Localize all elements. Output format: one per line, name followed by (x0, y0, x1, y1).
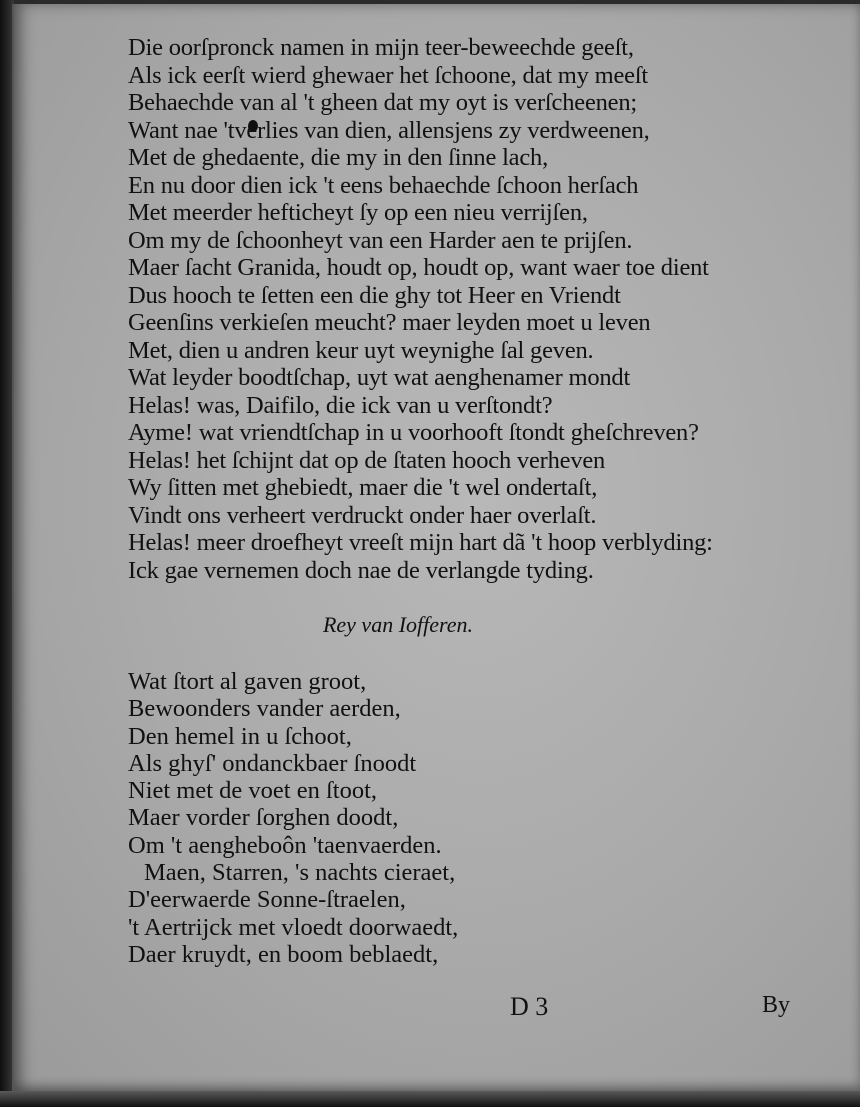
verse-line: Om my de ſchoonheyt van een Harder aen te prijſen. (128, 226, 633, 254)
page-bottom-edge (0, 1091, 860, 1107)
verse-line: Maer ſacht Granida, houdt op, houdt op, want waer toe dient (128, 254, 709, 281)
verse-line: Geenſins verkieſen meucht? maer leyden moet u leven (128, 309, 651, 336)
chorus-line: Den hemel in u ſchoot, (128, 722, 352, 750)
verse-line: Ayme! wat vriendtſchap in u voorhooft ſtondt gheſchreven? (128, 419, 699, 446)
verse-line: Die oorſpronck namen in mijn teer-beweechde geeſt, (128, 34, 634, 61)
verse-line: Ick gae vernemen doch nae de verlangde tyding. (128, 556, 594, 584)
chorus-line: 't Aertrijck met vloedt doorwaedt, (128, 913, 459, 941)
verse-line: Wy ſitten met ghebiedt, maer die 't wel ondertaſt, (128, 474, 598, 501)
chorus-block (128, 668, 808, 968)
chorus-line: D'eerwaerde Sonne-ſtraelen, (128, 886, 406, 914)
verse-line: Wat leyder boodtſchap, uyt wat aenghenamer mondt (128, 364, 631, 391)
chorus-line: Als ghyſ' ondanckbaer ſnoodt (128, 749, 417, 777)
verse-line: Behaechde van al 't gheen dat my oyt is verſcheenen; (128, 89, 637, 116)
verse-line: Want nae 'tverlies van dien, allensjens zy verdweenen, (128, 116, 650, 144)
verse-line: Dus hooch te ſetten een die ghy tot Heer en Vriendt (128, 281, 621, 309)
verse-line: Met, dien u andren keur uyt weynighe ſal geven. (128, 336, 594, 364)
verse-line: Helas! het ſchijnt dat op de ſtaten hooch verheven (128, 446, 606, 474)
verse-line: Vindt ons verheert verdruckt onder haer overlaſt. (128, 501, 597, 529)
chorus-line: Om 't aengheboôn 'taenvaerden. (128, 831, 442, 859)
chorus-line: Daer kruydt, en boom beblaedt, (128, 940, 439, 968)
verse-line: Met meerder hefticheyt ſy op een nieu verrijſen, (128, 199, 588, 226)
verse-line: Helas! meer droefheyt vreeſt mijn hart dã 't hoop verblyding: (128, 529, 713, 556)
chorus-line: Bewoonders vander aerden, (128, 695, 401, 723)
verse-line: Met de ghedaente, die my in den ſinne lach, (128, 144, 549, 171)
verse-line: Als ick eerſt wierd ghewaer het ſchoone, dat my meeſt (128, 61, 649, 89)
chorus-line: Maen, Starren, 's nachts cieraet, (144, 859, 456, 887)
verse-line: Helas! was, Daifilo, die ick van u verſtondt? (128, 391, 553, 419)
text-block (128, 34, 808, 968)
catchword: By (762, 992, 791, 1018)
signature-mark: D 3 (510, 992, 549, 1021)
chorus-line: Niet met de voet en ſtoot, (128, 777, 378, 805)
section-heading: Rey van Iofferen. (322, 612, 474, 637)
verse-line: En nu door dien ick 't eens behaechde ſchoon herſach (128, 171, 639, 199)
chorus-line: Maer vorder ſorghen doodt, (128, 804, 399, 832)
chorus-line: Wat ſtort al gaven groot, (128, 668, 367, 695)
verse-block (128, 34, 808, 584)
